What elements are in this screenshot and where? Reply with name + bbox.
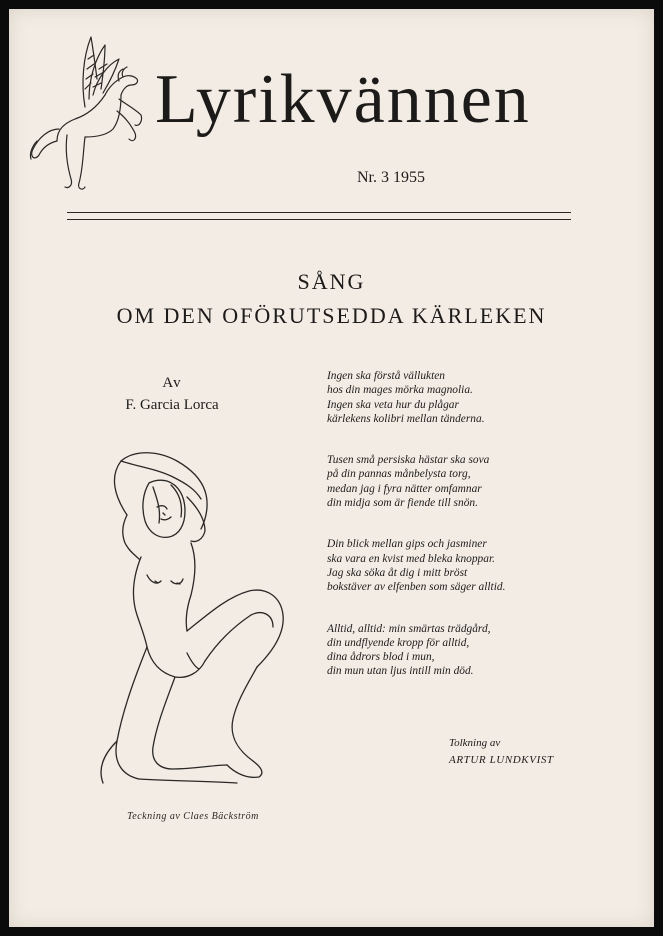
poem-line: hos din mages mörka magnolia. [327,384,473,397]
poem-line: Din blick mellan gips och jasminer [327,538,487,551]
poem-line: Jag ska söka åt dig i mitt bröst [327,566,468,579]
poem-line: din undflyende kropp för alltid, [327,636,470,649]
byline-prefix: Av [162,375,182,391]
translator-name: ARTUR LUNDKVIST [449,754,554,766]
drawing-caption: Teckning av Claes Bäckström [127,811,259,822]
poem-line: Ingen ska förstå vällukten [327,370,445,382]
poem-line: din midja som är fiende till snön. [327,497,478,510]
poem-line: ska vara en kvist med bleka knoppar. [327,552,495,565]
poem-stanza [327,537,577,594]
poem-stanza [327,622,577,679]
poem-title-line-1: SÅNG [297,269,366,294]
nude-figure-sketch [87,447,292,807]
poem-line: dina ådrors blod i mun, [327,651,435,664]
magazine-page [9,9,654,927]
poem-title-line-2: OM DEN OFÖRUTSEDDA KÄRLEKEN [116,303,547,328]
poem-line: Tusen små persiska hästar ska sova [327,454,490,467]
header-rule-bottom [67,219,571,220]
poem-stanza [327,453,577,510]
poem-line: på din pannas månbelysta torg, [327,468,471,481]
credit-label: Tolkning av [449,737,501,749]
pegasus-icon [23,29,151,194]
poem-line: Ingen ska veta hur du plågar [327,398,459,411]
poem-line: bokstäver av elfenben som säger alltid. [327,581,506,594]
poem-line: medan jag i fyra nätter omfamnar [327,482,482,495]
header-rule-top [67,212,571,213]
poem-body [327,369,577,706]
poem-line: kärlekens kolibri mellan tänderna. [327,412,485,425]
poem-line: Alltid, alltid: min smärtas trädgård, [327,622,491,635]
poem-line: din mun utan ljus intill min död. [327,665,474,678]
issue-number: Nr. 3 1955 [357,169,425,186]
translation-credit [449,735,554,769]
byline-author: F. Garcia Lorca [125,397,219,413]
poem-stanza [327,369,577,426]
masthead-title: Lyrikvännen [155,61,531,138]
